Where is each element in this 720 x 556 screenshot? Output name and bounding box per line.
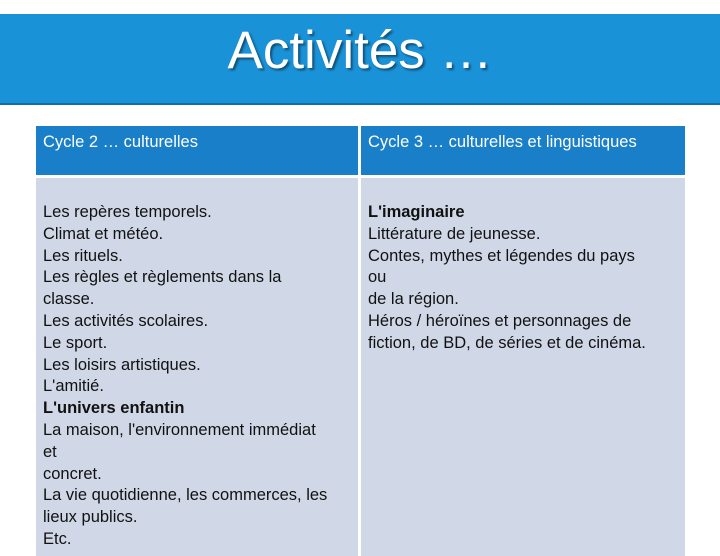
header-cycle-2: [36, 126, 358, 175]
cycle-3-line: Littérature de jeunesse.: [368, 224, 541, 243]
cycle-3-line: de la région.: [368, 290, 459, 309]
header-cycle-3-label: Cycle 3 … culturelles et linguistiques: [368, 133, 637, 151]
cycle-3-content: [361, 178, 685, 556]
cycle-3-line: L'imaginaire: [368, 203, 465, 221]
cycle-2-line: L'amitié.: [43, 377, 104, 396]
cycle-2-line: et: [43, 442, 57, 461]
cycle-2-line: La vie quotidienne, les commerces, les: [43, 486, 328, 505]
cycle-2-line: L'univers enfantin: [43, 399, 185, 418]
cycle-3-line: ou: [368, 268, 387, 287]
cycle-2-line: classe.: [43, 290, 95, 309]
cycle-2-line: lieux publics.: [43, 508, 138, 527]
header-cycle-2-label: Cycle 2 … culturelles: [43, 133, 198, 151]
cycle-3-line: Contes, mythes et légendes du pays: [368, 246, 635, 265]
cycle-2-line: Les repères temporels.: [43, 203, 212, 221]
cycle-3-line: fiction, de BD, de séries et de cinéma.: [368, 333, 646, 352]
header-cycle-3: [361, 126, 685, 175]
cycle-2-line: Le sport.: [43, 333, 108, 352]
activities-table: [36, 126, 685, 556]
cycle-2-line: concret.: [43, 464, 102, 483]
cycle-2-content: [36, 178, 358, 556]
slide-title: Activités …: [227, 21, 493, 80]
cycle-2-line: La maison, l'environnement immédiat: [43, 420, 316, 439]
cycle-2-line: Etc.: [43, 529, 72, 548]
cycle-2-line: Les loisirs artistiques.: [43, 355, 201, 374]
cycle-2-line: Les rituels.: [43, 246, 123, 265]
cycle-2-line: Les activités scolaires.: [43, 311, 209, 330]
cycle-3-line: Héros / héroïnes et personnages de: [368, 311, 632, 330]
cycle-2-line: Les règles et règlements dans la: [43, 268, 282, 287]
cycle-2-line: Climat et météo.: [43, 224, 164, 243]
